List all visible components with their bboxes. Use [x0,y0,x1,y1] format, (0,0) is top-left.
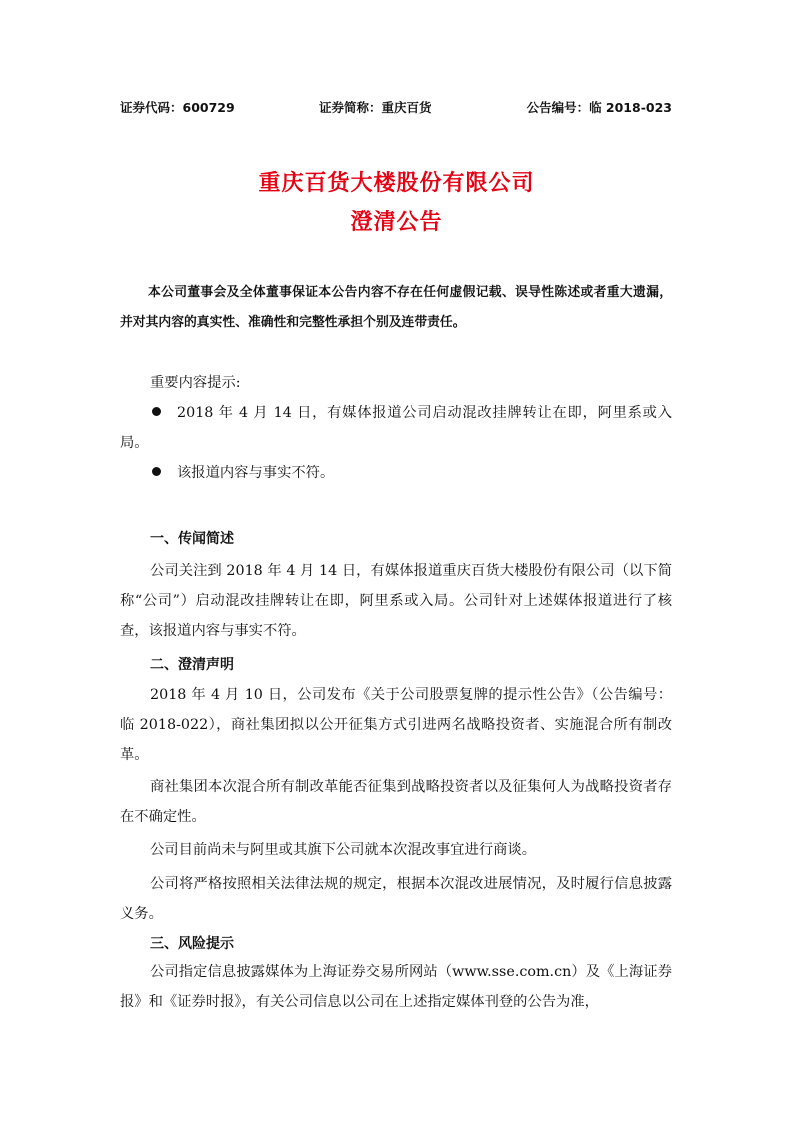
section-paragraph: 公司将严格按照相关法律法规的规定，根据本次混改进展情况，及时履行信息披露义务。 [120,876,672,922]
hint-item [120,458,672,488]
stock-code: 证券代码：600729 [120,100,235,115]
hint-text: 2018 年 4 月 14 日，有媒体报道公司启动混改挂牌转让在即，阿里系或入局。 [120,405,672,451]
hint-text: 该报道内容与事实不符。 [177,465,335,481]
bullet-icon [152,407,161,416]
hint-item [120,398,672,458]
section-paragraph: 公司指定信息披露媒体为上海证券交易所网站（www.sse.com.cn）及《上海证券报》和《证券时报》，有关公司信息以公司在上述指定媒体刊登的公告为准， [120,964,672,1010]
section-title-risk: 三、风险提示 [150,936,234,952]
stock-abbreviation: 证券简称：重庆百货 [319,100,432,115]
important-hints [120,368,672,488]
section-title-rumor: 一、传闻简述 [150,531,234,547]
notice-number: 公告编号：临 2018-023 [526,100,672,115]
section-paragraph: 公司关注到 2018 年 4 月 14 日，有媒体报道重庆百货大楼股份有限公司（以下简称“公司”）启动混改挂牌转让在即，阿里系或入局。公司针对上述媒体报道进行了核查，该报道内容与事实不符。 [120,563,672,639]
section-paragraph: 2018 年 4 月 10 日，公司发布《关于公司股票复牌的提示性公告》（公告编号：临 2018-022），商社集团拟以公开征集方式引进两名战略投资者、实施混合所有制改革。 [120,687,672,763]
hints-label: 重要内容提示: [150,375,241,391]
section-title-clarification: 二、澄清声明 [150,657,234,673]
document-title: 澄清公告 [350,210,443,235]
board-statement: 本公司董事会及全体董事保证本公告内容不存在任何虚假记载、误导性陈述或者重大遗漏，并对其内容的真实性、准确性和完整性承担个别及连带责任。 [120,285,672,330]
company-title: 重庆百货大楼股份有限公司 [258,171,535,196]
section-paragraph: 公司目前尚未与阿里或其旗下公司就本次混改事宜进行商谈。 [150,842,537,858]
section-paragraph: 商社集团本次混合所有制改革能否征集到战略投资者以及征集何人为战略投资者存在不确定性。 [120,779,672,825]
bullet-icon [152,467,161,476]
document-header [120,98,672,118]
